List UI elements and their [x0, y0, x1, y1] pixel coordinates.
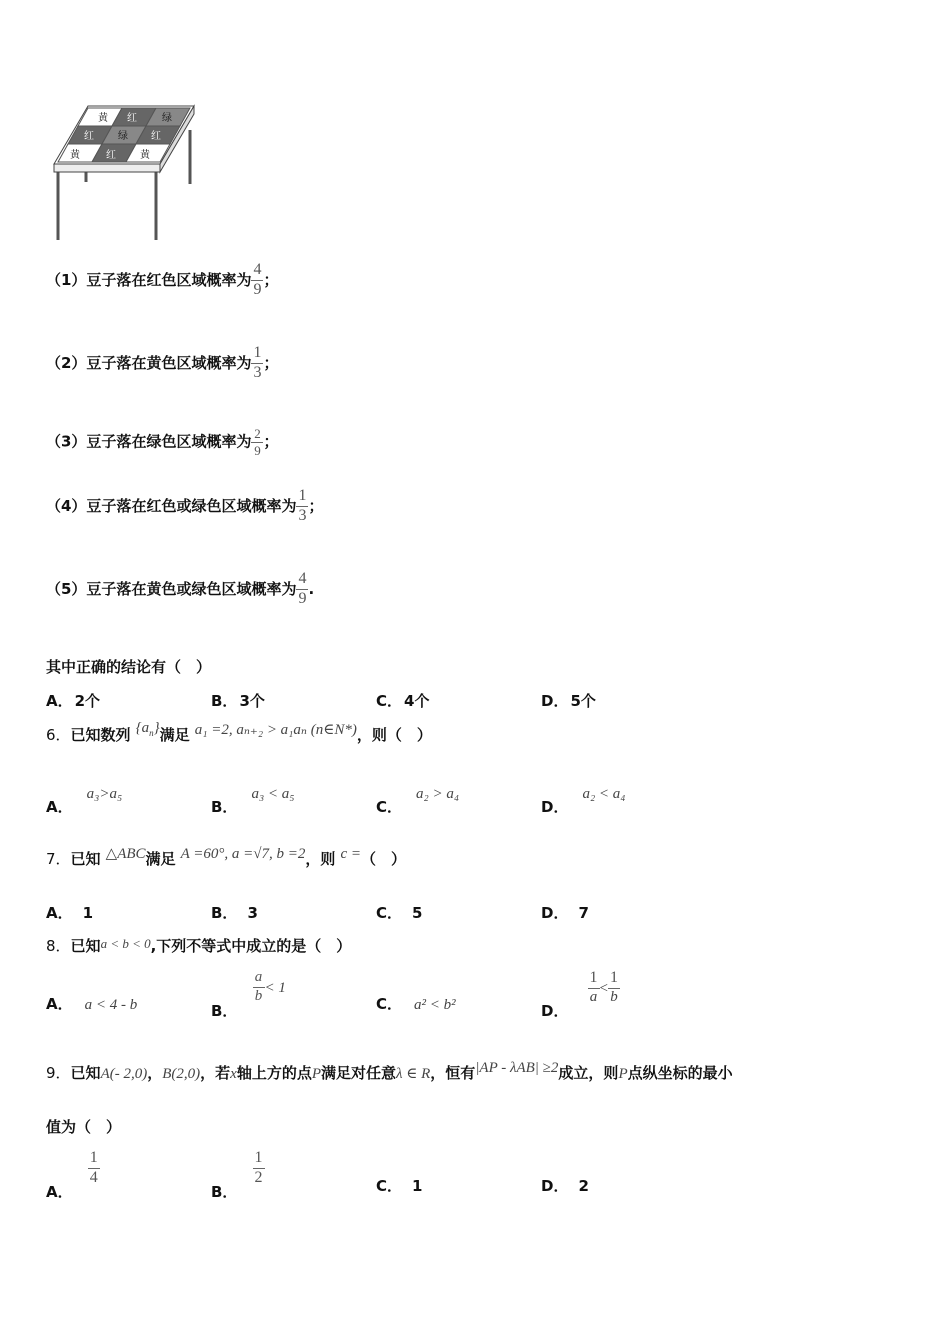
- statement-text: （5）豆子落在黄色或绿色区域概率为: [46, 579, 297, 598]
- q8-option-b[interactable]: B． $\frac{a}{b}$ < 1: [211, 969, 286, 1020]
- q5-option-b[interactable]: B． 3个: [211, 692, 265, 710]
- q5-option-a[interactable]: A． 2个: [46, 692, 101, 710]
- fraction: $\frac{2}{9}$: [251, 427, 263, 457]
- q6-option-d[interactable]: D．a₂ < a₄: [541, 786, 626, 816]
- q7-option-a[interactable]: A． 1: [46, 904, 94, 922]
- q6-stem: 6．已知数列 $\{a_n\}$满足 a₁ =2, aₙ₊₂ > a₁aₙ (n∈N*)，则（ ）: [46, 720, 432, 744]
- q8-option-c[interactable]: C． a² < b²: [376, 995, 456, 1013]
- q9-option-d[interactable]: D． 2: [541, 1177, 589, 1195]
- q6-option-a[interactable]: A．a₃>a₅: [46, 786, 123, 816]
- q8-option-d[interactable]: D． $\frac{1}{a}$ < $\frac{1}{b}$: [541, 969, 619, 1021]
- q6-option-c[interactable]: C．a₂ > a₄: [376, 786, 460, 816]
- q9-option-c[interactable]: C． 1: [376, 1177, 423, 1195]
- q7-option-b[interactable]: B． 3: [211, 904, 258, 922]
- statement-text: （4）豆子落在红色或绿色区域概率为: [46, 496, 297, 515]
- q9-option-a[interactable]: A． $\frac{1}{4}$: [46, 1149, 98, 1201]
- tile-label-3: 绿: [162, 113, 172, 124]
- tile-label-6: 红: [151, 131, 161, 142]
- statement-1: （1）豆子落在红色区域概率为 $\frac{4}{9}$ ；: [46, 261, 279, 298]
- q6-condition: a₁ =2, aₙ₊₂ > a₁aₙ (n∈N*): [194, 722, 357, 738]
- q7-option-c[interactable]: C． 5: [376, 904, 423, 922]
- fraction: $\frac{1}{3}$: [253, 344, 262, 381]
- statement-2: （2）豆子落在黄色区域概率为 $\frac{1}{3}$ ；: [46, 344, 279, 381]
- q5-stem: 其中正确的结论有（ ）: [46, 658, 212, 676]
- statement-3: （3）豆子落在绿色区域概率为 $\frac{2}{9}$ ；: [46, 426, 279, 458]
- q9-stem: 9．已知A(- 2,0)，B(2,0)，若x轴上方的点P满足对任意λ ∈ R，恒有|AP - λAB| ≥2成立，则P点纵坐标的最小: [46, 1060, 733, 1082]
- q8-stem: 8．已知a < b < 0,下列不等式中成立的是（ ）: [46, 936, 352, 955]
- tile-label-1: 黄: [98, 113, 108, 124]
- tile-label-7: 黄: [70, 150, 80, 161]
- q7-condition: A =60°, a =√7, b =2: [180, 846, 306, 862]
- fraction: $\frac{4}{9}$: [253, 261, 262, 298]
- tile-label-2: 红: [127, 113, 137, 124]
- statement-text: （1）豆子落在红色区域概率为: [46, 270, 252, 289]
- tile-label-5: 绿: [118, 131, 128, 142]
- fraction: $\frac{1}{3}$: [298, 487, 307, 524]
- q9-option-b[interactable]: B． $\frac{1}{2}$: [211, 1149, 263, 1201]
- statement-5: （5）豆子落在黄色或绿色区域概率为 $\frac{4}{9}$ .: [46, 570, 315, 607]
- tile-label-8: 红: [106, 150, 116, 161]
- q7-option-d[interactable]: D． 7: [541, 904, 589, 922]
- q9-stem-line2: 值为（ ）: [46, 1118, 122, 1136]
- q5-option-d[interactable]: D． 5个: [541, 692, 596, 710]
- q6-option-b[interactable]: B．a₃ < a₅: [211, 786, 295, 816]
- statement-4: （4）豆子落在红色或绿色区域概率为 $\frac{1}{3}$ ；: [46, 487, 324, 524]
- q8-option-a[interactable]: A． a < 4 - b: [46, 995, 138, 1013]
- table-figure: [50, 102, 200, 244]
- q7-stem: 7．已知 △ABC满足 A =60°, a =√7, b =2，则 c =（ ）: [46, 846, 407, 868]
- tile-label-9: 黄: [140, 150, 150, 161]
- statement-text: （2）豆子落在黄色区域概率为: [46, 353, 252, 372]
- tile-label-4: 红: [84, 131, 94, 142]
- statement-text: （3）豆子落在绿色区域概率为: [46, 432, 252, 451]
- fraction: $\frac{4}{9}$: [298, 570, 307, 607]
- q5-option-c[interactable]: C． 4个: [376, 692, 430, 710]
